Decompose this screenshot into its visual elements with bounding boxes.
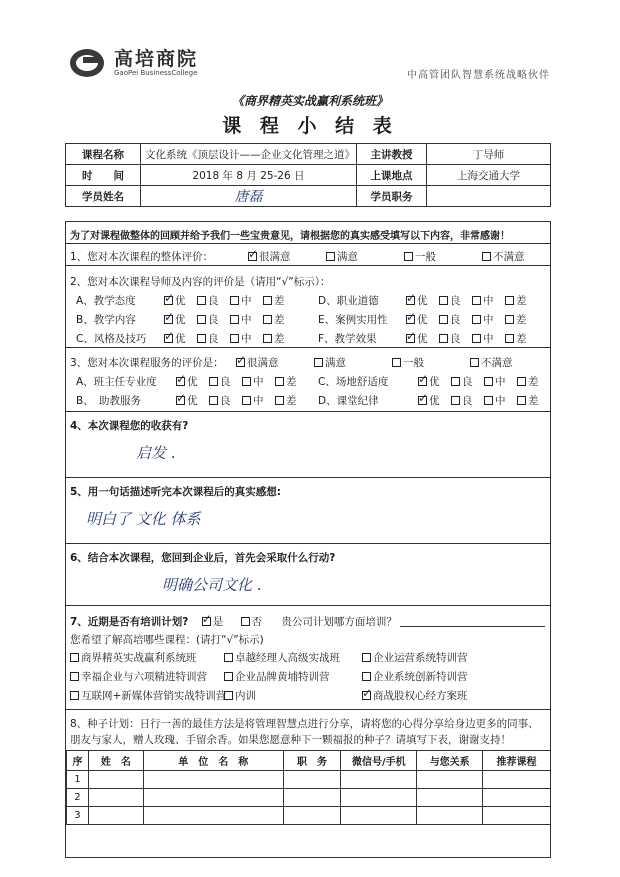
q1-0-checkbox[interactable] <box>248 252 257 261</box>
q2-grade-1-label: 良 <box>208 333 219 345</box>
q3-grade-3-option[interactable] <box>517 374 550 389</box>
q3-grade-1-label: 良 <box>462 395 473 407</box>
student-position-label: 学员职务 <box>357 186 427 207</box>
q3-grade-0-label: 优 <box>187 395 198 407</box>
seed-cell[interactable] <box>417 771 483 789</box>
q3-grade-2-checkbox[interactable] <box>484 377 493 386</box>
q2-grade-1-option[interactable] <box>197 331 230 346</box>
q2-grade-1-option[interactable] <box>439 293 472 308</box>
q2-grade-1-checkbox[interactable] <box>197 315 206 324</box>
course-0-option[interactable] <box>70 650 197 665</box>
logo-name-cn: 高培商院 <box>114 47 199 70</box>
q6-answer[interactable]: 明确公司文化 . <box>162 576 262 594</box>
q4-text: 4、本次课程您的收获有? <box>70 420 189 432</box>
q2-grade-3-option[interactable] <box>505 312 538 327</box>
q1-3-checkbox[interactable] <box>482 252 491 261</box>
course-0-label: 商界精英实战赢利系统班 <box>81 652 197 664</box>
q2-grade-2-label: 中 <box>241 333 252 345</box>
table-row <box>67 789 551 807</box>
q3-grade-1-label: 良 <box>462 376 473 388</box>
student-name-value[interactable]: 唐磊 <box>141 186 357 207</box>
seed-cell[interactable] <box>417 789 483 807</box>
q2-grade-1-option[interactable] <box>439 312 472 327</box>
q2-grade-0-label: 优 <box>175 314 186 326</box>
q3-grade-3-checkbox[interactable] <box>275 377 284 386</box>
q2-grade-3-label: 差 <box>274 333 285 345</box>
q3-grade-1-option[interactable] <box>209 393 242 408</box>
seed-row-number: 3 <box>67 807 89 825</box>
q3-item <box>318 393 550 408</box>
teacher-value: 丁导师 <box>427 144 551 165</box>
course-7-label: 内训 <box>235 690 256 702</box>
q2-grade-3-label: 差 <box>516 295 527 307</box>
q3-0-option[interactable] <box>236 355 314 370</box>
q2-grade-0-checkbox[interactable] <box>164 334 173 343</box>
course-6-label: 互联网+新媒体营销实战特训营 <box>81 690 227 702</box>
seed-table-header <box>67 751 551 771</box>
q2-item <box>318 293 538 308</box>
venue-value: 上海交通大学 <box>427 165 551 186</box>
q2-grade-2-checkbox[interactable] <box>472 296 481 305</box>
course-2-checkbox[interactable] <box>362 653 371 662</box>
logo-name-en: GaoPei BusinessCollege <box>114 68 198 77</box>
q2-item-label: F、教学效果 <box>318 333 377 345</box>
q3-item <box>76 393 308 408</box>
course-series-title: 《商界精英实战赢利系统班》 <box>231 94 388 108</box>
q2-grade-3-checkbox[interactable] <box>505 315 514 324</box>
q2-grade-1-label: 良 <box>450 295 461 307</box>
seed-plan-table <box>66 750 551 825</box>
q2-grade-1-option[interactable] <box>197 312 230 327</box>
seed-cell[interactable] <box>483 807 551 825</box>
q2-grade-1-checkbox[interactable] <box>439 315 448 324</box>
tagline: 中高管团队智慧系统战略伙伴 <box>407 70 550 81</box>
q2-grade-2-label: 中 <box>241 314 252 326</box>
question-3 <box>66 348 550 412</box>
q2-grade-3-option[interactable] <box>505 331 538 346</box>
course-1-checkbox[interactable] <box>224 653 233 662</box>
seed-cell[interactable] <box>483 789 551 807</box>
q2-item-label: D、职业道德 <box>318 295 379 307</box>
course-0-checkbox[interactable] <box>70 653 79 662</box>
q2-grade-3-label: 差 <box>274 295 285 307</box>
q2-grade-0-label: 优 <box>417 314 428 326</box>
q3-grade-0-label: 优 <box>187 376 198 388</box>
q2-grade-3-option[interactable] <box>263 293 296 308</box>
question-2 <box>66 266 550 348</box>
question-6 <box>66 544 550 606</box>
q3-grade-0-option[interactable] <box>418 374 451 389</box>
q3-grade-3-checkbox[interactable] <box>517 377 526 386</box>
q2-grade-1-option[interactable] <box>439 331 472 346</box>
q2-item <box>318 331 538 346</box>
q3-grade-1-checkbox[interactable] <box>451 377 460 386</box>
q3-grade-2-option[interactable] <box>242 374 275 389</box>
course-name-value: 文化系统《顶层设计——企业文化管理之道》 <box>141 144 357 165</box>
q3-2-option[interactable] <box>392 355 470 370</box>
course-2-label: 企业运营系统特训营 <box>373 652 468 664</box>
q2-item <box>318 312 538 327</box>
q2-grade-0-label: 优 <box>417 333 428 345</box>
q2-grade-2-checkbox[interactable] <box>472 334 481 343</box>
q2-grade-1-checkbox[interactable] <box>439 296 448 305</box>
q3-grade-1-checkbox[interactable] <box>451 396 460 405</box>
q3-0-label: 很满意 <box>247 357 279 369</box>
page-title: 课 程 小 结 表 <box>222 115 398 137</box>
course-1-label: 卓越经理人高级实战班 <box>235 652 340 664</box>
q5-text: 5、用一句话描述听完本次课程后的真实感想: <box>70 486 282 498</box>
seed-cell[interactable] <box>283 789 341 807</box>
q3-3-option[interactable] <box>470 355 548 370</box>
seed-cell[interactable] <box>88 807 143 825</box>
question-1 <box>66 244 550 266</box>
seed-cell[interactable] <box>143 807 283 825</box>
q2-grade-2-label: 中 <box>483 314 494 326</box>
q7-plan-text: 贵公司计划哪方面培训？ <box>281 616 397 628</box>
q2-grade-2-option[interactable] <box>230 312 263 327</box>
q3-grade-1-option[interactable] <box>451 374 484 389</box>
question-7 <box>66 606 550 710</box>
seed-col-header: 推荐课程 <box>483 751 551 771</box>
teacher-label: 主讲教授 <box>357 144 427 165</box>
q3-grade-2-option[interactable] <box>242 393 275 408</box>
seed-col-header: 职 务 <box>283 751 341 771</box>
q7-yes-option[interactable]: ✓ 是 <box>202 616 224 628</box>
q2-grade-3-checkbox[interactable] <box>505 334 514 343</box>
course-3-option[interactable] <box>70 669 207 684</box>
q1-0-option[interactable] <box>248 249 326 264</box>
seed-cell[interactable] <box>143 789 283 807</box>
q1-options <box>248 249 560 264</box>
q7-line <box>70 614 545 629</box>
q2-grade-2-checkbox[interactable] <box>472 315 481 324</box>
course-8-label: 商战股权心经方案班 <box>373 690 468 702</box>
q2-grade-2-label: 中 <box>483 333 494 345</box>
q3-1-checkbox[interactable] <box>314 358 323 367</box>
course-3-checkbox[interactable] <box>70 672 79 681</box>
seed-col-header: 与您关系 <box>417 751 483 771</box>
table-row <box>67 807 551 825</box>
q3-grade-1-label: 良 <box>220 376 231 388</box>
q2-grade-0-option[interactable] <box>406 331 439 346</box>
q3-3-checkbox[interactable] <box>470 358 479 367</box>
q2-grade-0-checkbox[interactable] <box>164 315 173 324</box>
q2-grade-1-label: 良 <box>208 314 219 326</box>
q1-1-checkbox[interactable] <box>326 252 335 261</box>
q2-grade-0-checkbox[interactable] <box>164 296 173 305</box>
q3-grade-2-option[interactable] <box>484 393 517 408</box>
course-6-checkbox[interactable] <box>70 691 79 700</box>
q1-0-label: 很满意 <box>259 251 291 263</box>
seed-cell[interactable] <box>88 789 143 807</box>
q2-grade-0-option[interactable] <box>406 312 439 327</box>
q8-text-line-2: 朋友与家人，赠人玫瑰、手留余香。如果您愿意种下一颗福报的种子？请填写下表，谢谢支持！ <box>70 734 511 746</box>
seed-cell[interactable] <box>143 771 283 789</box>
q1-2-label: 一般 <box>415 251 436 263</box>
seed-col-header: 微信号/手机 <box>341 751 417 771</box>
logo-icon <box>70 48 108 78</box>
q3-grade-3-option[interactable] <box>275 393 308 408</box>
q2-grade-2-option[interactable] <box>472 293 505 308</box>
q3-grade-0-checkbox[interactable] <box>176 396 185 405</box>
seed-cell[interactable] <box>483 771 551 789</box>
q1-text: 1、您对本次课程的整体评价： <box>70 251 214 263</box>
q3-options <box>236 355 548 370</box>
q3-grade-3-label: 差 <box>286 395 297 407</box>
seed-row-number: 2 <box>67 789 89 807</box>
q2-grade-3-checkbox[interactable] <box>263 296 272 305</box>
q2-grade-2-label: 中 <box>483 295 494 307</box>
seed-col-header: 序 <box>67 751 89 771</box>
q7-courses-text: 您希望了解高培哪些课程：(请打“√”标示) <box>70 634 264 646</box>
q2-item-label: C、风格及技巧 <box>76 333 147 345</box>
q2-grade-2-checkbox[interactable] <box>230 334 239 343</box>
q2-item-label: B、教学内容 <box>76 314 136 326</box>
q2-grade-0-label: 优 <box>175 295 186 307</box>
q2-grade-2-option[interactable] <box>472 312 505 327</box>
q3-2-label: 一般 <box>403 357 424 369</box>
seed-cell[interactable] <box>417 807 483 825</box>
q2-grade-3-checkbox[interactable] <box>505 296 514 305</box>
time-label: 时 间 <box>66 165 141 186</box>
q2-item-label: A、教学态度 <box>76 295 136 307</box>
q3-grade-0-label: 优 <box>429 376 440 388</box>
q3-grade-0-checkbox[interactable] <box>176 377 185 386</box>
q2-grade-1-option[interactable] <box>197 293 230 308</box>
q2-item <box>76 293 296 308</box>
q2-grade-1-label: 良 <box>450 314 461 326</box>
course-4-label: 企业品牌黄埔特训营 <box>235 671 330 683</box>
q2-item <box>76 312 296 327</box>
q2-grade-3-option[interactable] <box>505 293 538 308</box>
q2-grade-1-checkbox[interactable] <box>439 334 448 343</box>
q3-grade-1-option[interactable] <box>209 374 242 389</box>
q2-grade-1-checkbox[interactable] <box>197 296 206 305</box>
q2-grade-3-label: 差 <box>516 314 527 326</box>
q3-grade-3-label: 差 <box>528 376 539 388</box>
q3-text: 3、您对本次课程服务的评价是： <box>70 357 224 369</box>
q3-grade-2-option[interactable] <box>484 374 517 389</box>
q7-plan-answer-line[interactable] <box>400 617 545 627</box>
q3-3-label: 不满意 <box>481 357 513 369</box>
q1-3-label: 不满意 <box>493 251 525 263</box>
q2-grade-0-option[interactable] <box>164 293 197 308</box>
course-3-label: 幸福企业与六项精进特训营 <box>81 671 207 683</box>
q2-grade-3-checkbox[interactable] <box>263 334 272 343</box>
q1-1-option[interactable] <box>326 249 404 264</box>
course-1-option[interactable] <box>224 650 340 665</box>
q3-grade-1-checkbox[interactable] <box>209 377 218 386</box>
q3-grade-0-label: 优 <box>429 395 440 407</box>
q3-item-label: C、场地舒适度 <box>318 376 389 388</box>
question-4 <box>66 412 550 478</box>
q3-grade-0-option[interactable] <box>176 393 209 408</box>
q3-grade-0-option[interactable] <box>418 393 451 408</box>
q2-grade-2-checkbox[interactable] <box>230 315 239 324</box>
venue-label: 上课地点 <box>357 165 427 186</box>
q7-yes-checkbox[interactable] <box>202 617 211 626</box>
q2-grade-1-label: 良 <box>450 333 461 345</box>
q3-item-label: D、课堂纪律 <box>318 395 379 407</box>
q3-item-label: A、班主任专业度 <box>76 376 157 388</box>
q1-3-option[interactable] <box>482 249 560 264</box>
q2-grade-3-option[interactable] <box>263 312 296 327</box>
q2-grade-2-label: 中 <box>241 295 252 307</box>
q3-grade-3-option[interactable] <box>517 393 550 408</box>
q3-item <box>318 374 550 389</box>
student-position-value[interactable] <box>427 186 551 207</box>
q3-grade-2-label: 中 <box>495 376 506 388</box>
intro-section <box>66 222 550 244</box>
q2-grade-0-checkbox[interactable] <box>406 296 415 305</box>
course-5-option[interactable] <box>362 669 468 684</box>
course-4-option[interactable] <box>224 669 330 684</box>
q2-grade-1-label: 良 <box>208 295 219 307</box>
course-8-checkbox[interactable] <box>362 691 371 700</box>
course-info-table <box>65 143 551 207</box>
q3-grade-1-option[interactable] <box>451 393 484 408</box>
q3-0-checkbox[interactable] <box>236 358 245 367</box>
q1-1-label: 满意 <box>337 251 358 263</box>
q2-grade-0-option[interactable] <box>164 331 197 346</box>
q7-text: 7、近期是否有培训计划? <box>70 616 189 628</box>
seed-col-header: 姓 名 <box>88 751 143 771</box>
seed-cell[interactable] <box>88 771 143 789</box>
course-2-option[interactable] <box>362 650 468 665</box>
q2-grade-0-option[interactable] <box>164 312 197 327</box>
course-5-checkbox[interactable] <box>362 672 371 681</box>
q3-grade-3-checkbox[interactable] <box>275 396 284 405</box>
q2-text: 2、您对本次课程导师及内容的评价是（请用“√”标示）： <box>70 276 331 288</box>
q3-grade-3-option[interactable] <box>275 374 308 389</box>
q2-item <box>76 331 296 346</box>
q2-grade-2-option[interactable] <box>472 331 505 346</box>
q8-text-line-1: 8、种子计划：日行一善的最佳方法是将管理智慧点进行分享，请将您的心得分享给身边更多的同事、 <box>70 718 539 730</box>
q3-grade-2-label: 中 <box>253 376 264 388</box>
q3-grade-3-label: 差 <box>528 395 539 407</box>
q2-grade-0-label: 优 <box>175 333 186 345</box>
q3-grade-1-checkbox[interactable] <box>209 396 218 405</box>
course-5-label: 企业系统创新特训营 <box>373 671 468 683</box>
seed-col-header: 单 位 名 称 <box>143 751 283 771</box>
seed-cell[interactable] <box>283 771 341 789</box>
q2-grade-2-checkbox[interactable] <box>230 296 239 305</box>
course-name-label: 课程名称 <box>66 144 141 165</box>
course-6-option[interactable] <box>70 688 226 703</box>
q3-grade-3-label: 差 <box>286 376 297 388</box>
intro-text: 为了对课程做整体的回顾并给予我们一些宝贵意见，请根据您的真实感受填写以下内容，非常感谢！ <box>70 231 510 242</box>
q2-grade-3-label: 差 <box>516 333 527 345</box>
seed-row-number: 1 <box>67 771 89 789</box>
survey-form <box>65 221 551 858</box>
q3-item-label: B、 助教服务 <box>76 395 141 407</box>
q2-grade-0-option[interactable] <box>406 293 439 308</box>
time-value: 2018 年 8 月 25-26 日 <box>141 165 357 186</box>
q4-answer[interactable]: 启发 . <box>136 444 176 462</box>
q3-grade-2-checkbox[interactable] <box>242 377 251 386</box>
q3-grade-2-label: 中 <box>495 395 506 407</box>
q2-grade-2-option[interactable] <box>230 331 263 346</box>
q2-grade-3-checkbox[interactable] <box>263 315 272 324</box>
q3-grade-2-checkbox[interactable] <box>484 396 493 405</box>
q6-text: 6、结合本次课程，您回到企业后，首先会采取什么行动? <box>70 552 336 564</box>
q3-grade-2-checkbox[interactable] <box>242 396 251 405</box>
q3-grade-1-label: 良 <box>220 395 231 407</box>
q3-grade-3-checkbox[interactable] <box>517 396 526 405</box>
q1-2-checkbox[interactable] <box>404 252 413 261</box>
q3-1-label: 满意 <box>325 357 346 369</box>
student-name-label: 学员姓名 <box>66 186 141 207</box>
q2-grade-1-checkbox[interactable] <box>197 334 206 343</box>
q2-grade-0-label: 优 <box>417 295 428 307</box>
q7-no-checkbox[interactable] <box>241 617 250 626</box>
seed-cell[interactable] <box>341 771 417 789</box>
q3-1-option[interactable] <box>314 355 392 370</box>
course-7-checkbox[interactable] <box>224 691 233 700</box>
table-row <box>67 771 551 789</box>
q3-grade-0-checkbox[interactable] <box>418 396 427 405</box>
q5-answer[interactable]: 明白了 文化 体系 <box>86 510 201 528</box>
course-7-option[interactable] <box>224 688 256 703</box>
q2-grade-2-option[interactable] <box>230 293 263 308</box>
q2-grade-3-option[interactable] <box>263 331 296 346</box>
q3-grade-2-label: 中 <box>253 395 264 407</box>
q2-grade-0-checkbox[interactable] <box>406 334 415 343</box>
seed-cell[interactable] <box>341 807 417 825</box>
q1-2-option[interactable] <box>404 249 482 264</box>
seed-cell[interactable] <box>283 807 341 825</box>
seed-cell[interactable] <box>341 789 417 807</box>
q3-grade-0-checkbox[interactable] <box>418 377 427 386</box>
question-5 <box>66 478 550 544</box>
q2-item-label: E、案例实用性 <box>318 314 388 326</box>
logo <box>70 48 198 78</box>
q3-2-checkbox[interactable] <box>392 358 401 367</box>
course-4-checkbox[interactable] <box>224 672 233 681</box>
q7-no-option[interactable]: 否 <box>241 616 263 628</box>
course-8-option[interactable] <box>362 688 468 703</box>
q2-grade-3-label: 差 <box>274 314 285 326</box>
q3-item <box>76 374 308 389</box>
q2-grade-0-checkbox[interactable] <box>406 315 415 324</box>
q3-grade-0-option[interactable] <box>176 374 209 389</box>
